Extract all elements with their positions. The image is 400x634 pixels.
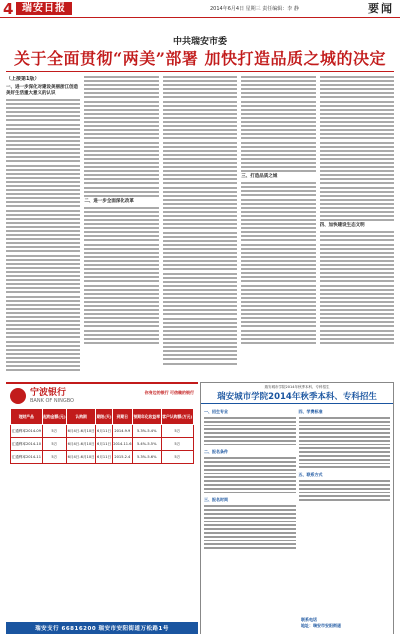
bank-advertisement xyxy=(6,382,198,634)
table-cell: 汇通利率2014-10 xyxy=(11,438,43,451)
article-headline: 关于全面贯彻“两美”部署 加快打造品质之城的决定 xyxy=(14,49,386,68)
contact-label: 联系电话 xyxy=(301,617,317,622)
text-lines xyxy=(84,76,158,197)
college-ad-topline: 瑞安城市学院2014年秋季本科、专科招生 xyxy=(264,385,330,389)
column-header: 预期年化收益率 xyxy=(132,409,161,425)
text-lines xyxy=(6,99,80,371)
table-cell: 2014.9.9 xyxy=(112,425,132,438)
article-kicker: 中共瑞安市委 xyxy=(172,37,227,47)
college-advertisement xyxy=(200,382,394,634)
bank-name-en: BANK OF NINGBO xyxy=(30,398,74,404)
college-ad-title: 瑞安城市学院2014年秋季本科、专科招生 xyxy=(201,392,393,404)
headline-divider xyxy=(6,71,394,72)
article-subhead: 一、进一步深化对建设美丽浙江创造美好生活重大意义的认识 xyxy=(6,85,78,96)
table-cell: 5万 xyxy=(42,425,66,438)
table-cell: 5万 xyxy=(161,438,193,451)
table-cell: 6月11日 xyxy=(96,438,113,451)
text-lines xyxy=(163,76,237,365)
article-column-3 xyxy=(163,76,237,380)
article-subhead: 四、加快建设生态文明 xyxy=(319,223,365,229)
section-label: 三、报名时间 xyxy=(204,497,228,503)
article-column-5 xyxy=(320,76,394,380)
bank-logo-icon xyxy=(10,388,26,404)
date-line: 2014年6月4日 星期三 责任编辑：李 静 xyxy=(210,6,299,12)
article-subhead: 三、打造品质之城 xyxy=(241,174,278,180)
table-cell: 汇通利率2014-09 xyxy=(11,425,43,438)
college-ad-body xyxy=(201,404,393,552)
table-cell: 5.4%-5.5% xyxy=(132,438,161,451)
section-label: 四、学费标准 xyxy=(298,409,323,414)
article-body xyxy=(6,76,394,380)
column-header: 理财产品 xyxy=(11,409,43,425)
table-cell: 5万 xyxy=(161,451,193,464)
table-cell: 5万 xyxy=(161,425,193,438)
bank-name: 宁波银行 xyxy=(30,388,67,398)
table-cell: 5万 xyxy=(42,451,66,464)
newspaper-masthead: 瑞安日报 xyxy=(16,2,72,15)
column-header: 到期日 xyxy=(112,409,132,425)
table-cell: 6月11日 xyxy=(96,425,113,438)
article-column-1 xyxy=(6,76,80,380)
table-row xyxy=(11,438,194,451)
table-row xyxy=(11,451,194,464)
table-header-row xyxy=(11,409,194,425)
text-lines xyxy=(320,76,394,221)
table-cell: 2014.11.6 xyxy=(112,438,132,451)
table-cell: 5.3%-5.4% xyxy=(132,425,161,438)
table-cell: 6月4日-6月10日 xyxy=(67,438,96,451)
college-contact xyxy=(301,617,391,629)
text-lines xyxy=(320,231,394,344)
article-subhead: 二、进一步全面深化改革 xyxy=(84,198,134,204)
text-lines xyxy=(241,76,315,172)
bank-footer: 瑞安支行 66816200 瑞安市安阳街道万松路1号 xyxy=(6,622,198,634)
section-label: 五、联系方式 xyxy=(298,472,323,478)
table-cell: 6月4日-6月10日 xyxy=(67,425,96,438)
text-lines xyxy=(84,207,158,344)
table-cell: 汇通利率2014-11 xyxy=(11,451,43,464)
column-header: 客户认购额(万元) xyxy=(161,409,193,425)
table-cell: 5万 xyxy=(42,438,66,451)
page-number: 4 xyxy=(3,0,14,18)
college-ad-column-1 xyxy=(204,407,296,549)
continuation-note: （上接第1版） xyxy=(6,76,40,82)
product-table xyxy=(10,408,194,464)
section-label: 二、报名条件 xyxy=(204,449,228,455)
page-header xyxy=(0,0,400,18)
column-header: 起购金额(元) xyxy=(42,409,66,425)
table-cell: 5.3%-5.6% xyxy=(132,451,161,464)
table-cell: 6月11日 xyxy=(96,451,113,464)
bank-slogan: 你身边的银行 可信赖的银行 xyxy=(144,390,194,395)
text-lines xyxy=(241,182,315,344)
contact-address: 地址：瑞安市安阳街道 xyxy=(301,623,341,628)
article-column-2 xyxy=(84,76,158,380)
section-label: 一、招生专业 xyxy=(204,409,228,414)
table-cell: 6月4日-6月10日 xyxy=(67,451,96,464)
section-title: 要闻 xyxy=(368,2,394,15)
college-ad-column-2 xyxy=(299,407,391,549)
table-cell: 2015.2.4 xyxy=(112,451,132,464)
table-row xyxy=(11,425,194,438)
article-column-4 xyxy=(241,76,315,380)
column-header: 期限(天) xyxy=(96,409,113,425)
column-header: 认购期 xyxy=(67,409,96,425)
